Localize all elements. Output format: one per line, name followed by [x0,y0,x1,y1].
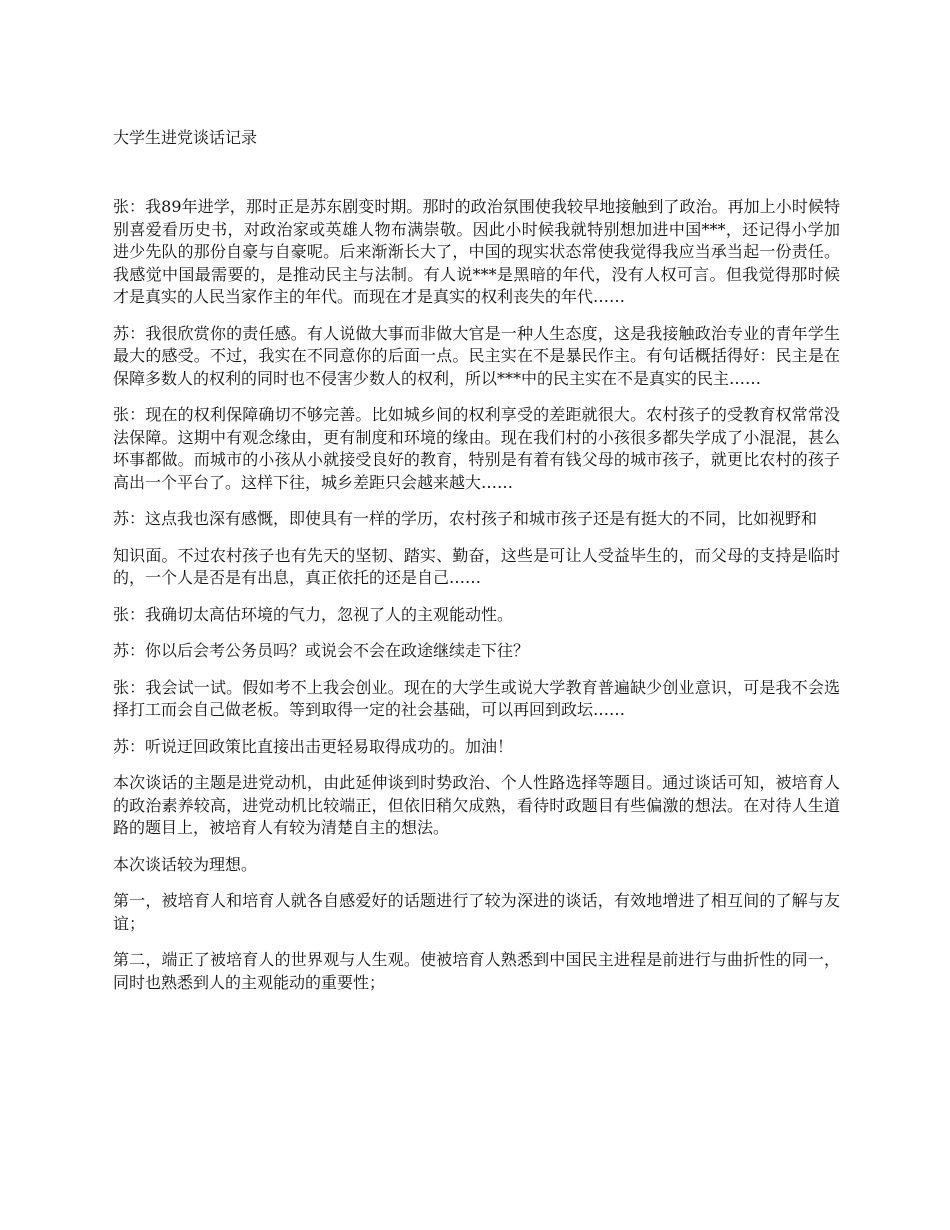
paragraph: 本次谈话较为理想。 [113,854,258,874]
paragraph: 第二，端正了被培育人的世界观与人生观。使被培育人熟悉到中国民主进程是前进行与曲折性的同一，同时也熟悉到人的主观能动的重要性； [113,950,840,992]
paragraph: 苏：你以后会考公务员吗？或说会不会在政途继续走下往？ [113,641,530,660]
paragraph: 知识面。不过农村孩子也有先天的坚韧、踏实、勤奋，这些是可让人受益毕生的，而父母的支持是临时的，一个人是否是有出息，真正依托的还是自己…… [113,545,840,587]
document-body [113,196,840,1008]
paragraph: 张：我会试一试。假如考不上我会创业。现在的大学生或说大学教育普遍缺少创业意识，可是我不会选择打工而会自己做老板。等到取得一定的社会基础，可以再回到政坛…… [113,677,840,719]
paragraph: 张：现在的权利保障确切不够完善。比如城乡间的权利享受的差距就很大。农村孩子的受教育权常常没法保障。这期中有观念缘由，更有制度和环境的缘由。现在我们村的小孩很多都失学成了小混混，甚么坏事都做。而城市的小孩从小就接受良好的教育，特别是有着有钱父母的城市孩子，就更比农村的孩子高出一个平台了。这样下往，城乡差距只会越来越大…… [113,405,840,492]
paragraph: 本次谈话的主题是进党动机，由此延伸谈到时势政治、个人性路选择等题目。通过谈话可知，被培育人的政治素养较高，进党动机比较端正，但依旧稍欠成熟，看待时政题目有些偏激的想法。在对待人生道路的题目上，被培育人有较为清楚自主的想法。 [113,773,840,837]
paragraph: 第一，被培育人和培育人就各自感爱好的话题进行了较为深进的谈话，有效地增进了相互间的了解与友谊； [113,891,840,933]
paragraph: 张：我89年进学，那时正是苏东剧变时期。那时的政治氛围使我较早地接触到了政治。再加上小时候特别喜爱看历史书，对政治家或英雄人物布满崇敬。因此小时候我就特别想加进中国***，还记得小学加进少先队的那份自豪与自豪呢。后来渐渐长大了，中国的现实状态常使我觉得我应当承当起一份责任。我感觉中国最需要的，是推动民主与法制。有人说***是黑暗的年代，没有人权可言。但我觉得那时候才是真实的人民当家作主的年代。而现在才是真实的权利丧失的年代…… [113,197,840,306]
paragraph: 张：我确切太高估环境的气力，忽视了人的主观能动性。 [113,604,514,624]
paragraph: 苏：这点我也深有感慨，即使具有一样的学历，农村孩子和城市孩子还是有挺大的不同，比如视野和 [113,509,818,528]
paragraph: 苏：我很欣赏你的责任感。有人说做大事而非做大官是一种人生态度，这是我接触政治专业的青年学生最大的感受。不过，我实在不同意你的后面一点。民主实在不是暴民作主。有句话概括得好：民主是在保障多数人的权利的同时也不侵害少数人的权利，所以***中的民主实在不是真实的民主…… [113,323,840,388]
document-title: 大学生进党谈话记录 [113,128,258,147]
paragraph: 苏：听说迂回政策比直接出击更轻易取得成功的。加油！ [113,736,514,756]
